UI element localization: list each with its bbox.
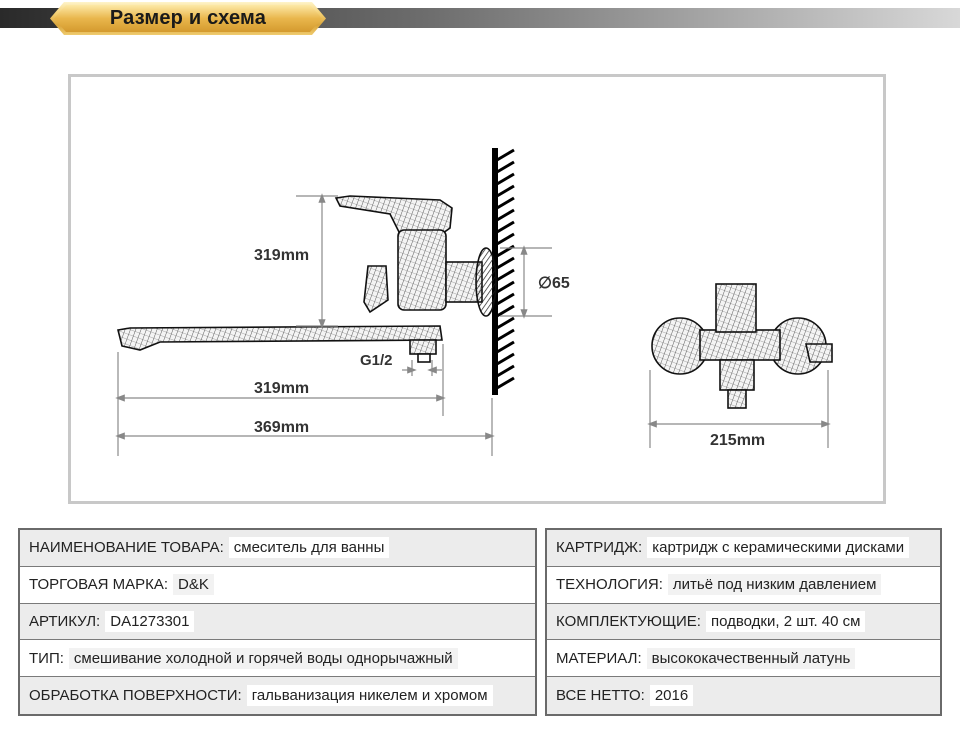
spec-value: DA1273301 <box>105 611 194 632</box>
spec-row <box>20 567 535 604</box>
spec-row <box>20 677 535 714</box>
spec-value: D&K <box>173 574 214 595</box>
spec-row <box>20 640 535 677</box>
spec-row <box>547 530 940 567</box>
spout-length-label: 319mm <box>254 380 310 397</box>
spec-label: МАТЕРИАЛ: <box>556 649 642 667</box>
spec-row <box>20 604 535 641</box>
total-length-label: 369mm <box>254 419 310 436</box>
spec-row <box>20 530 535 567</box>
spec-value: литьё под низким давлением <box>668 574 881 595</box>
spec-value: смешивание холодной и горячей воды однорычажный <box>69 648 458 669</box>
page-title: Размер и схема <box>109 7 267 29</box>
thread-dimension-label: G1/2 <box>360 352 393 369</box>
spec-row <box>547 677 940 714</box>
spec-value: смеситель для ванны <box>229 537 390 558</box>
spec-value: картридж с керамическими дисками <box>647 537 909 558</box>
spec-label: НАИМЕНОВАНИЕ ТОВАРА: <box>29 539 224 557</box>
spec-row <box>547 604 940 641</box>
spec-row <box>547 640 940 677</box>
spec-label: КАРТРИДЖ: <box>556 539 643 557</box>
width-dimension-label: 215mm <box>710 432 766 449</box>
spec-row <box>547 567 940 604</box>
spec-label: ТЕХНОЛОГИЯ: <box>556 576 663 594</box>
spec-value: подводки, 2 шт. 40 см <box>706 611 865 632</box>
spec-label: АРТИКУЛ: <box>29 612 101 630</box>
spec-label: ТИП: <box>29 649 64 667</box>
spec-label: ОБРАБОТКА ПОВЕРХНОСТИ: <box>29 687 242 705</box>
spec-table-right <box>545 528 942 716</box>
faucet-side-view <box>118 196 496 362</box>
spec-value: 2016 <box>650 685 693 706</box>
height-dimension-label: 319mm <box>254 247 310 264</box>
faucet-front-view <box>652 284 832 408</box>
spec-value: высококачественный латунь <box>647 648 856 669</box>
spec-label: ТОРГОВАЯ МАРКА: <box>29 576 169 594</box>
spec-value: гальванизация никелем и хромом <box>247 685 493 706</box>
spec-table-left <box>18 528 537 716</box>
spec-label: КОМПЛЕКТУЮЩИЕ: <box>556 612 701 630</box>
diameter-dimension-label: ∅65 <box>538 275 570 292</box>
spec-label: ВСЕ НЕТТО: <box>556 687 645 705</box>
wall <box>495 148 514 395</box>
